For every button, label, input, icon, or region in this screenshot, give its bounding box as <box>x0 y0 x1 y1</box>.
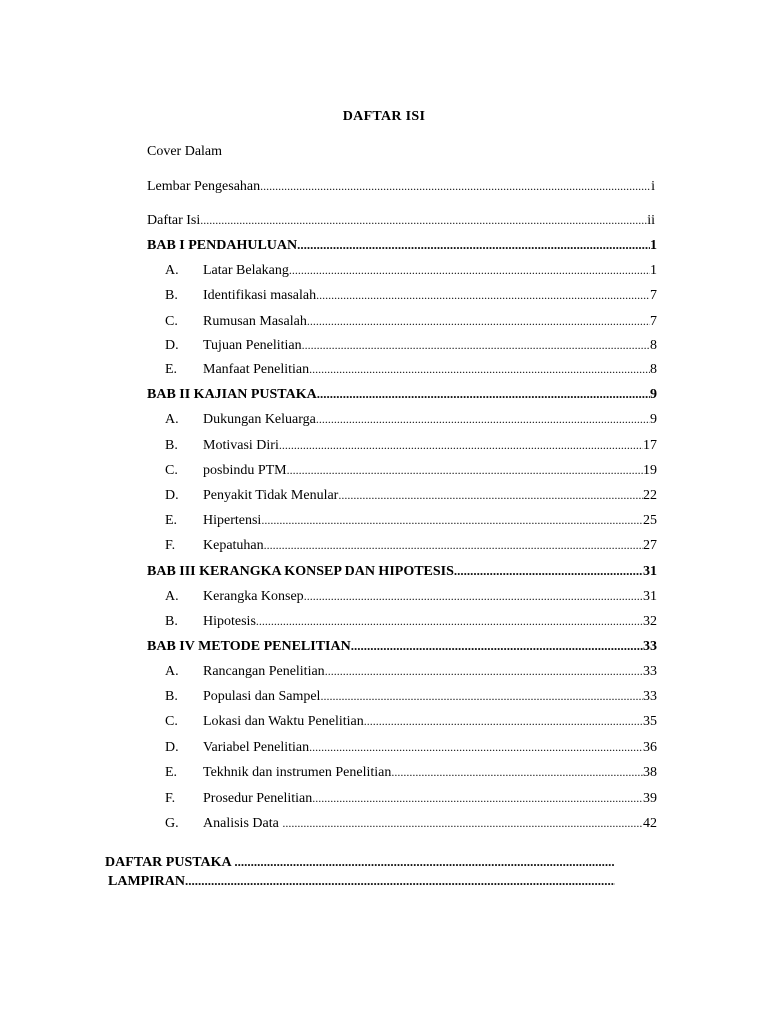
toc-subentry-label: Hipertensi <box>203 513 262 528</box>
toc-subentry-letter: A. <box>165 589 179 604</box>
toc-entry-page: ii <box>647 213 655 228</box>
dot-leader <box>317 385 650 403</box>
dot-leader <box>320 687 643 705</box>
dot-leader <box>302 336 650 354</box>
toc-subentry-label: posbindu PTM <box>203 463 287 478</box>
dot-leader <box>289 261 650 279</box>
toc-subentry <box>165 511 657 529</box>
toc-subentry-letter: C. <box>165 314 178 329</box>
toc-subentry-page: 8 <box>650 338 657 353</box>
toc-subentry-label: Kepatuhan <box>203 538 264 553</box>
toc-chapter-bab-4 <box>147 637 657 655</box>
toc-subentry-label: Kerangka Konsep <box>203 589 304 604</box>
toc-subentry <box>165 763 657 781</box>
toc-entry-label: LAMPIRAN <box>108 874 185 889</box>
toc-subentry-page: 39 <box>643 791 657 806</box>
toc-subentry-letter: E. <box>165 765 178 780</box>
toc-subentry-page: 31 <box>643 589 657 604</box>
toc-subentry-label: Variabel Penelitian <box>203 740 310 755</box>
toc-subentry-label: Prosedur Penelitian <box>203 791 313 806</box>
toc-chapter-bab-1 <box>147 236 657 254</box>
dot-leader <box>309 360 650 378</box>
dot-leader <box>338 486 643 504</box>
dot-leader <box>185 872 615 890</box>
toc-chapter-page: 1 <box>650 238 657 253</box>
toc-subentry <box>165 486 657 504</box>
toc-subentry-letter: E. <box>165 513 178 528</box>
toc-subentry-page: 8 <box>650 362 657 377</box>
toc-subentry-label: Latar Belakang <box>203 263 289 278</box>
toc-chapter-page: 33 <box>643 639 657 654</box>
toc-subentry-letter: B. <box>165 614 178 629</box>
toc-subentry-label: Penyakit Tidak Menular <box>203 488 339 503</box>
toc-entry-page: i <box>651 179 655 194</box>
toc-subentry-label: Tujuan Penelitian <box>203 338 302 353</box>
toc-subentry-label: Dukungan Keluarga <box>203 412 316 427</box>
dot-leader <box>364 712 643 730</box>
toc-entry-lampiran <box>108 872 615 890</box>
page-title: DAFTAR ISI <box>342 109 426 124</box>
toc-entry-label: Lembar Pengesahan <box>147 179 261 194</box>
toc-subentry-page: 27 <box>643 538 657 553</box>
dot-leader <box>264 536 643 554</box>
toc-subentry-page: 1 <box>650 263 657 278</box>
toc-entry-daftar-isi <box>147 211 655 229</box>
dot-leader <box>287 461 643 479</box>
toc-subentry <box>165 662 657 680</box>
dot-leader <box>307 312 650 330</box>
toc-subentry-letter: C. <box>165 463 178 478</box>
dot-leader <box>304 587 643 605</box>
toc-entry-label: Cover Dalam <box>147 144 223 159</box>
toc-subentry-letter: B. <box>165 288 178 303</box>
toc-subentry-label: Analisis Data <box>203 816 283 831</box>
toc-subentry-page: 36 <box>643 740 657 755</box>
dot-leader <box>316 286 650 304</box>
toc-subentry-page: 17 <box>643 438 657 453</box>
toc-subentry-page: 32 <box>643 614 657 629</box>
dot-leader <box>316 410 650 428</box>
toc-subentry-label: Motivasi Diri <box>203 438 279 453</box>
dot-leader <box>261 511 643 529</box>
toc-subentry <box>165 410 657 428</box>
toc-subentry-letter: A. <box>165 412 179 427</box>
toc-subentry-letter: B. <box>165 689 178 704</box>
dot-leader <box>260 177 651 195</box>
toc-subentry-label: Identifikasi masalah <box>203 288 317 303</box>
toc-subentry-label: Rumusan Masalah <box>203 314 307 329</box>
dot-leader <box>454 562 643 580</box>
toc-subentry-page: 7 <box>650 288 657 303</box>
toc-subentry <box>165 461 657 479</box>
toc-subentry <box>165 286 657 304</box>
toc-entry-daftar-pustaka <box>105 853 615 871</box>
toc-subentry <box>165 687 657 705</box>
toc-subentry-label: Rancangan Penelitian <box>203 664 325 679</box>
toc-subentry <box>165 312 657 330</box>
toc-entry-lembar-pengesahan <box>147 177 655 195</box>
toc-subentry-letter: B. <box>165 438 178 453</box>
toc-subentry-letter: A. <box>165 263 179 278</box>
toc-subentry-label: Tekhnik dan instrumen Penelitian <box>203 765 392 780</box>
dot-leader <box>312 789 643 807</box>
toc-subentry <box>165 436 657 454</box>
toc-subentry-letter: E. <box>165 362 178 377</box>
toc-subentry-letter: D. <box>165 740 179 755</box>
toc-subentry <box>165 587 657 605</box>
dot-leader <box>282 814 643 832</box>
toc-chapter-bab-2 <box>147 385 657 403</box>
toc-chapter-page: 31 <box>643 564 657 579</box>
toc-subentry-label: Manfaat Penelitian <box>203 362 310 377</box>
toc-subentry-label: Lokasi dan Waktu Penelitian <box>203 714 364 729</box>
toc-subentry <box>165 336 657 354</box>
toc-subentry-letter: F. <box>165 538 176 553</box>
toc-chapter-label: BAB IV METODE PENELITIAN <box>147 639 351 654</box>
dot-leader <box>309 738 643 756</box>
toc-subentry-letter: C. <box>165 714 178 729</box>
toc-entry-cover-dalam <box>147 143 655 161</box>
toc-chapter-label: BAB III KERANGKA KONSEP DAN HIPOTESIS <box>147 564 454 579</box>
toc-subentry <box>165 712 657 730</box>
dot-leader <box>256 612 643 630</box>
toc-chapter-page: 9 <box>650 387 657 402</box>
dot-leader <box>297 236 650 254</box>
dot-leader <box>279 436 643 454</box>
toc-subentry <box>165 261 657 279</box>
toc-subentry-page: 38 <box>643 765 657 780</box>
toc-subentry <box>165 789 657 807</box>
toc-subentry-page: 33 <box>643 689 657 704</box>
toc-chapter-bab-3 <box>147 562 657 580</box>
toc-subentry-letter: G. <box>165 816 179 831</box>
dot-leader <box>325 662 643 680</box>
toc-subentry-page: 25 <box>643 513 657 528</box>
dot-leader <box>200 211 647 229</box>
toc-subentry <box>165 360 657 378</box>
toc-chapter-label: BAB I PENDAHULUAN <box>147 238 298 253</box>
toc-entry-label: Daftar Isi <box>147 213 201 228</box>
toc-subentry-letter: F. <box>165 791 176 806</box>
toc-subentry <box>165 814 657 832</box>
toc-subentry-page: 19 <box>643 463 657 478</box>
toc-subentry-letter: D. <box>165 488 179 503</box>
toc-subentry-page: 33 <box>643 664 657 679</box>
toc-subentry-letter: D. <box>165 338 179 353</box>
toc-subentry <box>165 536 657 554</box>
toc-subentry-page: 9 <box>650 412 657 427</box>
toc-subentry-label: Hipotesis <box>203 614 256 629</box>
toc-subentry-page: 7 <box>650 314 657 329</box>
dot-leader <box>234 853 615 871</box>
toc-entry-label: DAFTAR PUSTAKA <box>105 855 235 870</box>
toc-chapter-label: BAB II KAJIAN PUSTAKA <box>147 387 317 402</box>
toc-subentry <box>165 738 657 756</box>
dot-leader <box>391 763 643 781</box>
toc-subentry-page: 35 <box>643 714 657 729</box>
toc-subentry-page: 42 <box>643 816 657 831</box>
toc-subentry-letter: A. <box>165 664 179 679</box>
dot-leader <box>351 637 643 655</box>
toc-subentry-page: 22 <box>643 488 657 503</box>
toc-subentry-label: Populasi dan Sampel <box>203 689 321 704</box>
toc-subentry <box>165 612 657 630</box>
